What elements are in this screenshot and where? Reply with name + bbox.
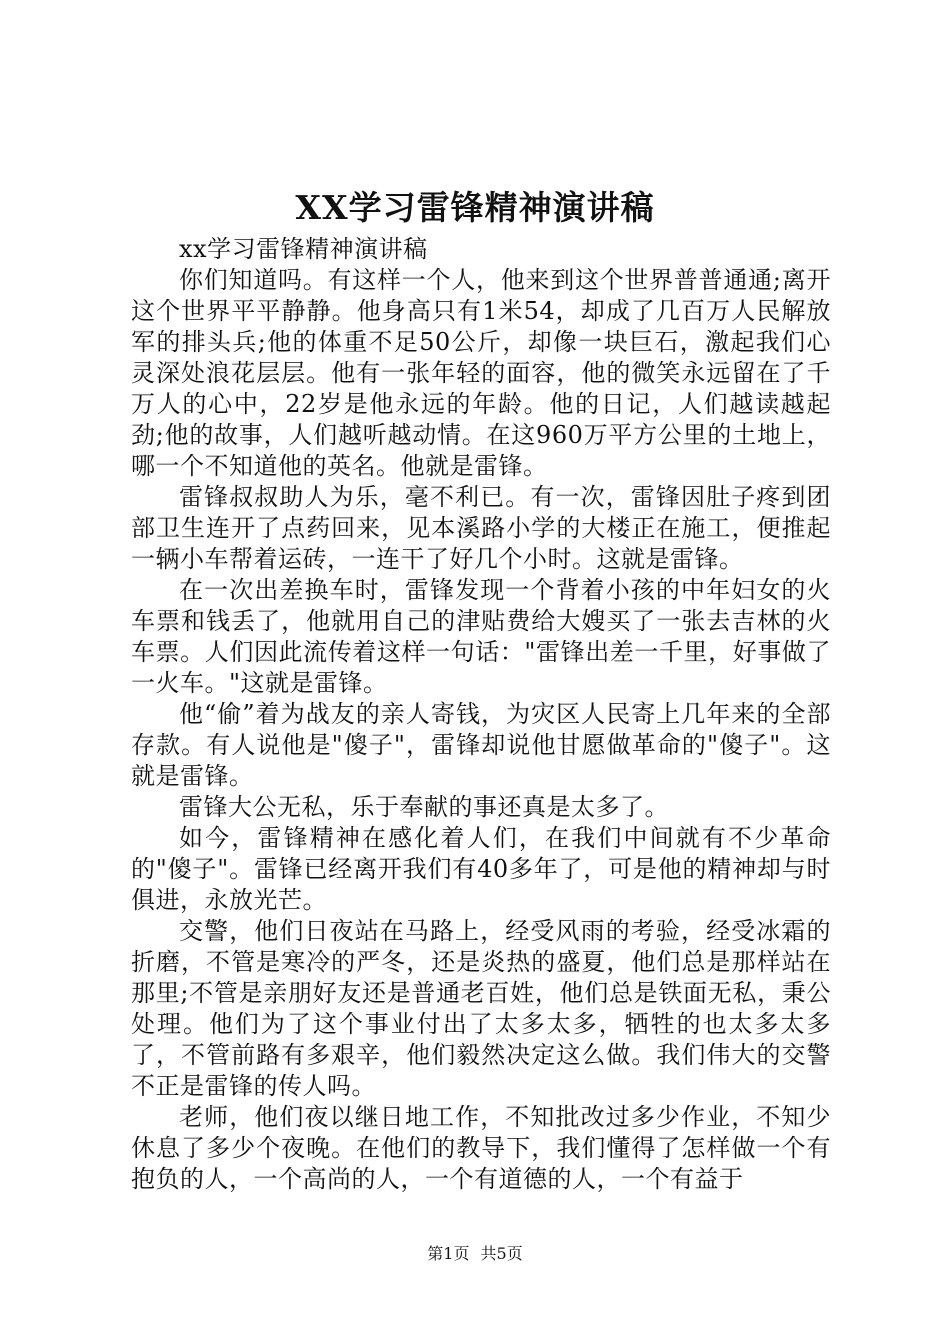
paragraph: 如今，雷锋精神在感化着人们，在我们中间就有不少革命的"傻子"。雷锋已经离开我们有40多年了，可是他的精神却与时俱进，永放光芒。 (131, 824, 831, 914)
page-footer (0, 1243, 950, 1265)
paragraph-subtitle: xx学习雷锋精神演讲稿 (179, 235, 428, 263)
paragraph: 在一次出差换车时，雷锋发现一个背着小孩的中年妇女的火车票和钱丢了，他就用自己的津贴费给大嫂买了一张去吉林的火车票。人们因此流传着这样一句话："雷锋出差一千里，好事做了一火车。"这就是雷锋。 (131, 576, 831, 697)
document-title: XX学习雷锋精神演讲稿 (295, 188, 655, 227)
paragraph: 老师，他们夜以继日地工作，不知批改过多少作业，不知少休息了多少个夜晚。在他们的教导下，我们懂得了怎样做一个有抱负的人，一个高尚的人，一个有道德的人，一个有益于 (131, 1103, 831, 1193)
document-body (131, 234, 831, 1195)
paragraph: 雷锋叔叔助人为乐，毫不利已。有一次，雷锋因肚子疼到团部卫生连开了点药回来，见本溪路小学的大楼正在施工，便推起一辆小车帮着运砖，一连干了好几个小时。这就是雷锋。 (131, 483, 831, 573)
paragraph: 交警，他们日夜站在马路上，经受风雨的考验，经受冰霜的折磨，不管是寒冷的严冬，还是炎热的盛夏，他们总是那样站在那里;不管是亲朋好友还是普通老百姓，他们总是铁面无私，秉公处理。他们为了这个事业付出了太多太多，牺牲的也太多太多了，不管前路有多艰辛，他们毅然决定这么做。我们伟大的交警不正是雷锋的传人吗。 (131, 917, 831, 1100)
page-total: 共5页 (480, 1244, 523, 1263)
paragraph: 你们知道吗。有这样一个人，他来到这个世界普普通通;离开这个世界平平静静。他身高只有1米54，却成了几百万人民解放军的排头兵;他的体重不足50公斤，却像一块巨石，激起我们心灵深处浪花层层。他有一张年轻的面容，他的微笑永远留在了千万人的心中，22岁是他永远的年龄。他的日记，人们越读越起劲;他的故事，人们越听越动情。在这960万平方公里的土地上，哪一个不知道他的英名。他就是雷锋。 (131, 266, 831, 480)
paragraph: 他“偷”着为战友的亲人寄钱，为灾区人民寄上几年来的全部存款。有人说他是"傻子"，雷锋却说他甘愿做革命的"傻子"。这就是雷锋。 (131, 700, 831, 790)
page-number: 第1页 (427, 1244, 470, 1263)
paragraph: 雷锋大公无私，乐于奉献的事还真是太多了。 (179, 793, 669, 821)
